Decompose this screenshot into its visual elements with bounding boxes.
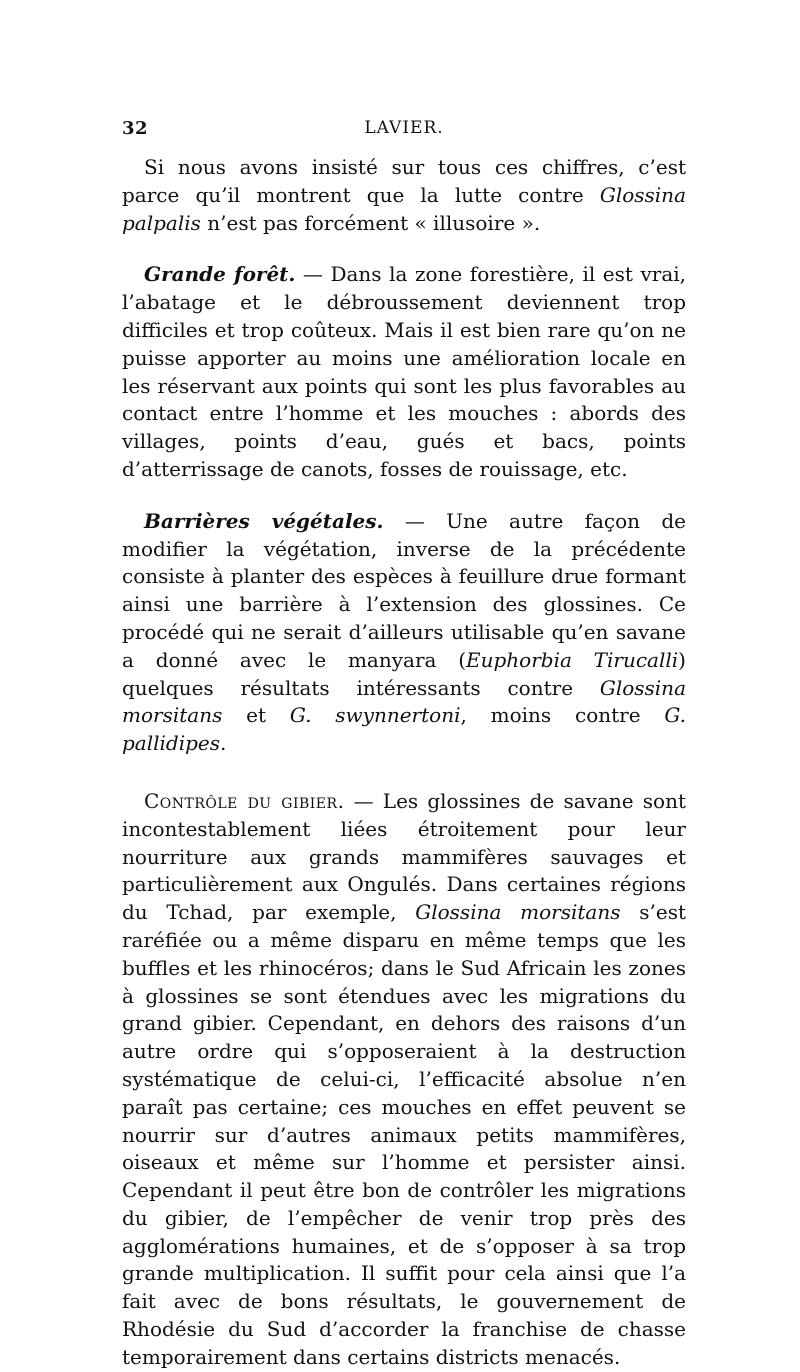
paragraph-text: ) quelques résultats intéressants contre — [122, 647, 686, 700]
paragraph-controle-gibier — [122, 788, 686, 1372]
paragraph-text: et — [222, 703, 290, 728]
paragraph-text: n’est pas forcément « illusoire ». — [200, 210, 541, 235]
body-text — [122, 154, 686, 1372]
section-heading-grande-foret: Grande forêt. — [144, 262, 296, 287]
paragraph-text: . — [220, 731, 227, 756]
paragraph-barrieres-vegetales — [122, 508, 686, 758]
section-heading-controle-gibier: Contrôle du gibier. — [144, 788, 345, 813]
paragraph-text: — Les glossines de savane sont incontestablement liées étroitement pour leur nourriture aux grands mammifères sauvages et particulièrement aux Ongulés. Dans certaines régions du Tchad, par exemple, — [122, 788, 686, 925]
section-heading-barrieres-vegetales: Barrières végétales. — [144, 508, 384, 533]
running-head — [122, 118, 686, 144]
paragraph-text: , moins contre — [460, 703, 665, 728]
paragraph-text: — Dans la zone forestière, il est vrai, l’abatage et le débroussement deviennent trop difficiles et trop coûteux. Mais il est bien rare qu’on ne puisse apporter au moins une amélioration locale en les réservant aux points qui sont les plus favorables au contact entre l’homme et les mouches : abords des villages, points d’eau, gués et bacs, points d’atterrissage de canots, fosses de rouissage, etc. — [122, 262, 687, 481]
species-name: Glossina morsitans — [415, 900, 621, 925]
species-name: Glossina morsitans — [122, 675, 686, 728]
species-name: G. pallidipes — [122, 703, 686, 756]
paragraph-intro — [122, 154, 686, 237]
running-title: LAVIER. — [364, 118, 444, 138]
species-name: Euphorbia Tirucalli — [466, 647, 679, 672]
paragraph-text: s’est raréfiée ou a même disparu en même temps que les buffles et les rhinocéros; dans le Sud Africain les zones à glossines se sont étendues avec les migrations du grand gibier. Cependant, en dehors des raisons d’un autre ordre qui s’opposeraient à la destruction systématique de celui-ci, l’efficacité absolue n’en paraît pas certaine; ces mouches en effet peuvent se nourrir sur d’autres animaux petits mammifères, oiseaux et même sur l’homme et persister ainsi. Cependant il peut être bon de contrôler les migrations du gibier, de l’empêcher de venir trop près des agglomérations humaines, et de s’opposer à sa trop grande multiplication. Il suffit pour cela ainsi que l’a fait avec de bons résultats, le gouvernement de Rhodésie du Sud d’accorder la franchise de chasse temporairement dans certains districts menacés. — [122, 900, 686, 1369]
species-name: Glossina palpalis — [122, 182, 686, 235]
page-number: 32 — [122, 118, 149, 139]
paragraph-text: Si nous avons insisté sur tous ces chiffres, c’est parce qu’il montrent que la lutte contre — [122, 155, 686, 207]
species-name: G. swynnertoni — [289, 703, 461, 728]
paragraph-grande-foret — [122, 261, 686, 483]
paragraph-text: — Une autre façon de modifier la végétation, inverse de la précédente consiste à planter des espèces à feuillure drue formant ainsi une barrière à l’extension des glossines. Ce procédé qui ne serait d’ailleurs utilisable qu’en savane a donné avec le manyara ( — [122, 508, 687, 672]
